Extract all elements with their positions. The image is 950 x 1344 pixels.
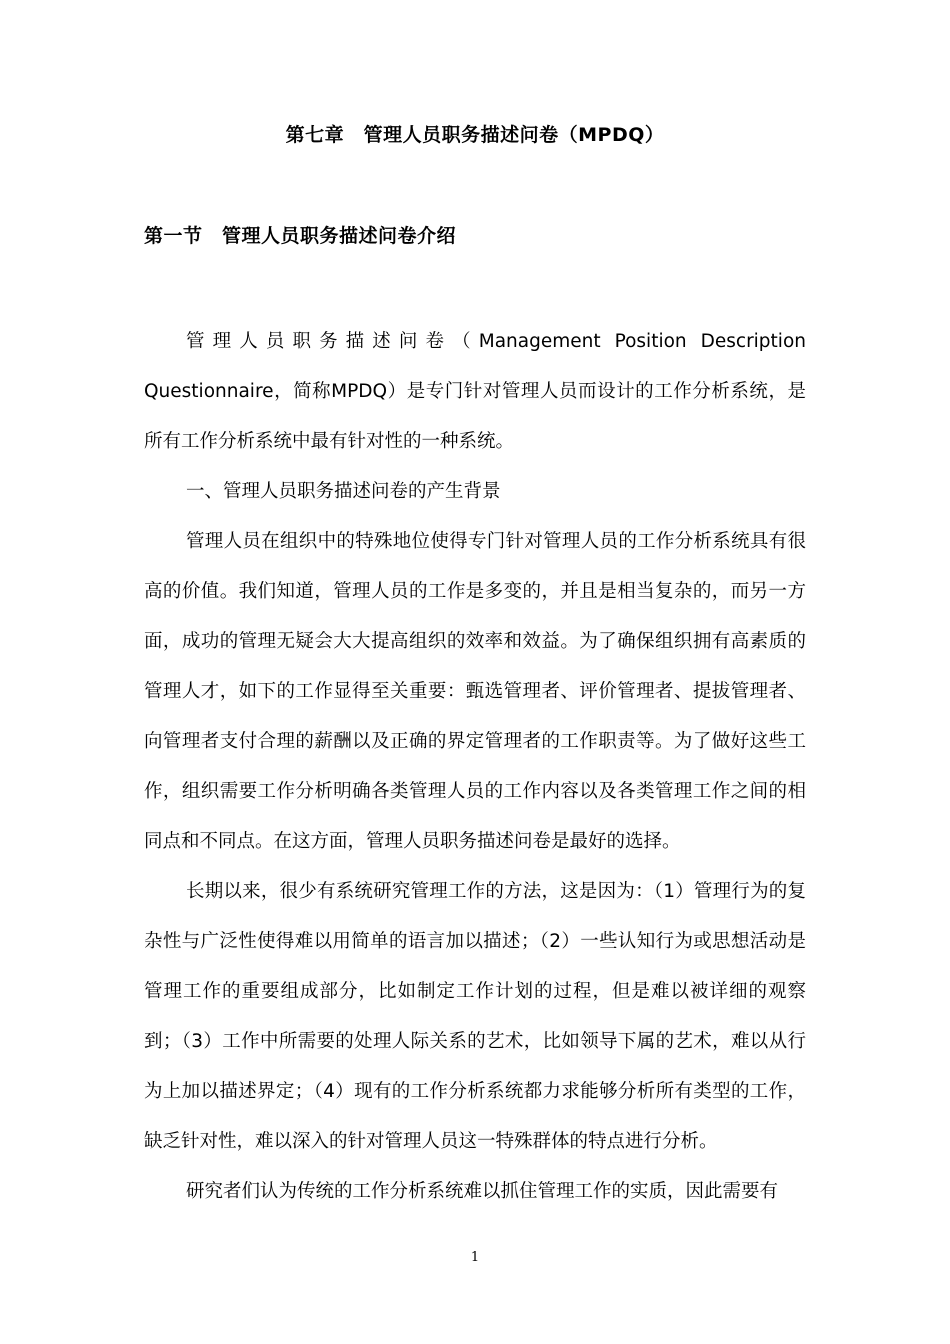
chapter-title: 第七章 管理人员职务描述问卷（MPDQ） (285, 124, 665, 146)
paragraph-researchers: 研究者们认为传统的工作分析系统难以抓住管理工作的实质，因此需要有 (186, 1181, 779, 1202)
body-text (144, 317, 806, 1217)
paragraph-reasons: 长期以来，很少有系统研究管理工作的方法，这是因为：（1）管理行为的复杂性与广泛性使得难以用简单的语言加以描述；（2）一些认知行为或思想活动是管理工作的重要组成部分，比如制定工作计划的过程，但是难以被详细的观察到；（3）工作中所需要的处理人际关系的艺术，比如领导下属的艺术，难以从行为上加以描述界定；（4）现有的工作分析系统都力求能够分析所有类型的工作，缺乏针对性，难以深入的针对管理人员这一特殊群体的特点进行分析。 (144, 881, 806, 1152)
page-number: 1 (470, 1250, 480, 1265)
paragraph-intro: 管理人员职务描述问卷（Management Position Description Questionnaire，简称MPDQ）是专门针对管理人员而设计的工作分析系统，是所有工作分析系统中最有针对性的一种系统。 (144, 331, 806, 452)
section-title: 第一节 管理人员职务描述问卷介绍 (144, 225, 457, 247)
paragraph-value: 管理人员在组织中的特殊地位使得专门针对管理人员的工作分析系统具有很高的价值。我们知道，管理人员的工作是多变的，并且是相当复杂的，而另一方面，成功的管理无疑会大大提高组织的效率和效益。为了确保组织拥有高素质的管理人才，如下的工作显得至关重要：甄选管理者、评价管理者、提拔管理者、向管理者支付合理的薪酬以及正确的界定管理者的工作职责等。为了做好这些工作，组织需要工作分析明确各类管理人员的工作内容以及各类管理工作之间的相同点和不同点。在这方面，管理人员职务描述问卷是最好的选择。 (144, 531, 806, 852)
subheading-background: 一、管理人员职务描述问卷的产生背景 (186, 481, 501, 502)
